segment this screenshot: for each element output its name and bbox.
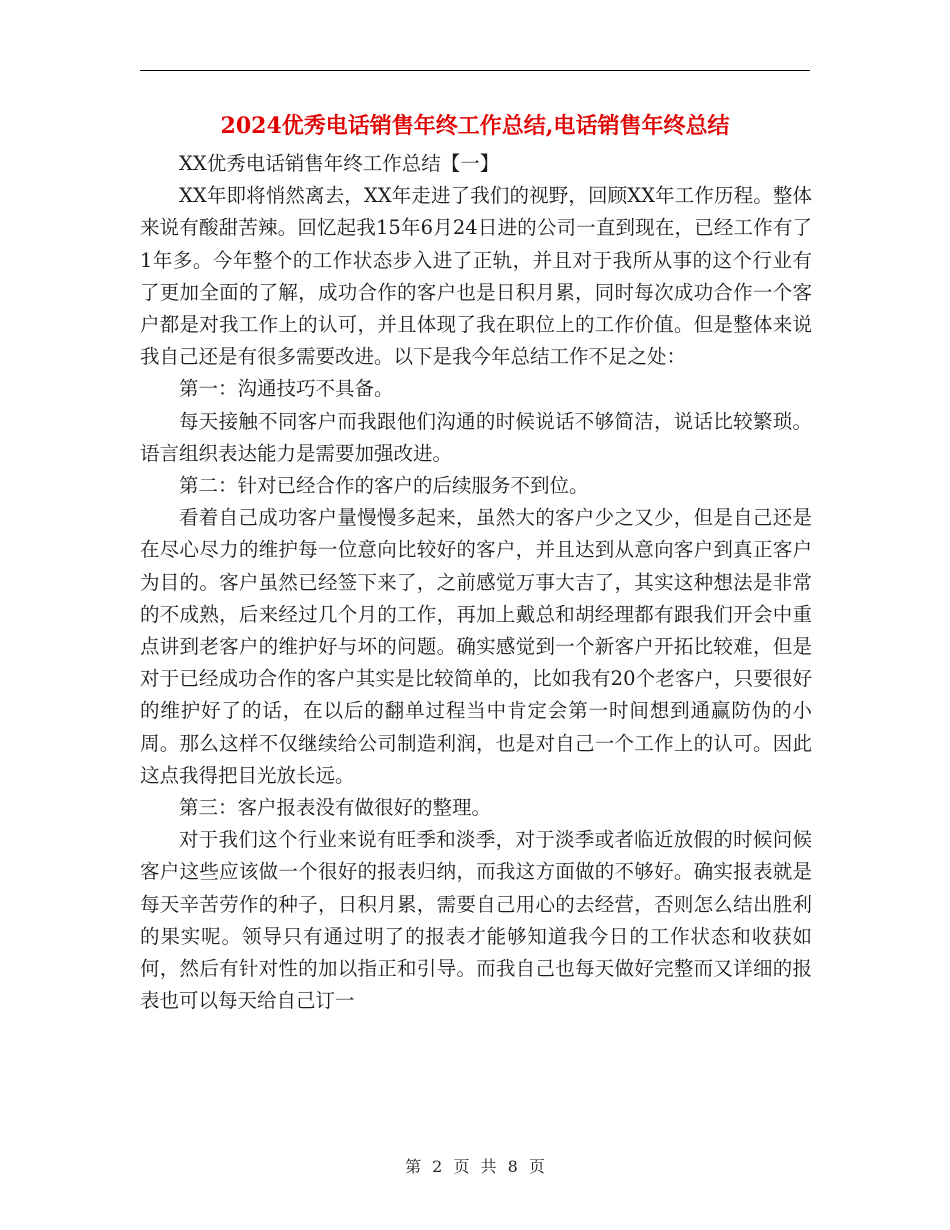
document-body: [140, 148, 812, 1017]
section-heading: XX优秀电话销售年终工作总结【一】: [179, 152, 500, 175]
point-heading-2: 第二：针对已经合作的客户的后续服务不到位。: [179, 474, 589, 498]
body-paragraph: 看着自己成功客户量慢慢多起来，虽然大的客户少之又少，但是自己还是在尽心尽力的维护每一位意向比较好的客户，并且达到从意向客户到真正客户为目的。客户虽然已经签下来了，之前感觉万事大吉了，其实这种想法是非常的不成熟，后来经过几个月的工作，再加上戴总和胡经理都有跟我们开会中重点讲到老客户的维护好与坏的问题。确实感觉到一个新客户开拓比较难，但是对于已经成功合作的客户其实是比较简单的，比如我有20个老客户，只要很好的维护好了的话，在以后的翻单过程当中肯定会第一时间想到通赢防伪的小周。那么这样不仅继续给公司制造利润，也是对自己一个工作上的认可。因此这点我得把目光放长远。: [140, 506, 812, 787]
point-heading-3: 第三：客户报表没有做很好的整理。: [179, 796, 492, 820]
point-heading-1: 第一：沟通技巧不具备。: [179, 377, 394, 401]
page-number-footer: 第 2 页 共 8 页: [405, 1157, 545, 1176]
body-paragraph: 对于我们这个行业来说有旺季和淡季，对于淡季或者临近放假的时候问候客户这些应该做一个很好的报表归纳，而我这方面做的不够好。确实报表就是每天辛苦劳作的种子，日积月累，需要自己用心的去经营，否则怎么结出胜利的果实呢。领导只有通过明了的报表才能够知道我今日的工作状态和收获如何，然后有针对性的加以指正和引导。而我自己也每天做好完整而又详细的报表也可以每天给自己订一: [140, 828, 812, 1013]
body-paragraph: XX年即将悄然离去，XX年走进了我们的视野，回顾XX年工作历程。整体来说有酸甜苦辣。回忆起我15年6月24日进的公司一直到现在，已经工作有了1年多。今年整个的工作状态步入进了正轨，并且对于我所从事的这个行业有了更加全面的了解，成功合作的客户也是日积月累，同时每次成功合作一个客户都是对我工作上的认可，并且体现了我在职位上的工作价值。但是整体来说我自己还是有很多需要改进。以下是我今年总结工作不足之处：: [140, 184, 812, 369]
header-rule: [140, 70, 810, 71]
document-title: 2024优秀电话销售年终工作总结,电话销售年终总结: [220, 113, 730, 139]
body-paragraph: 每天接触不同客户而我跟他们沟通的时候说话不够简洁，说话比较繁琐。语言组织表达能力是需要加强改进。: [140, 409, 812, 465]
